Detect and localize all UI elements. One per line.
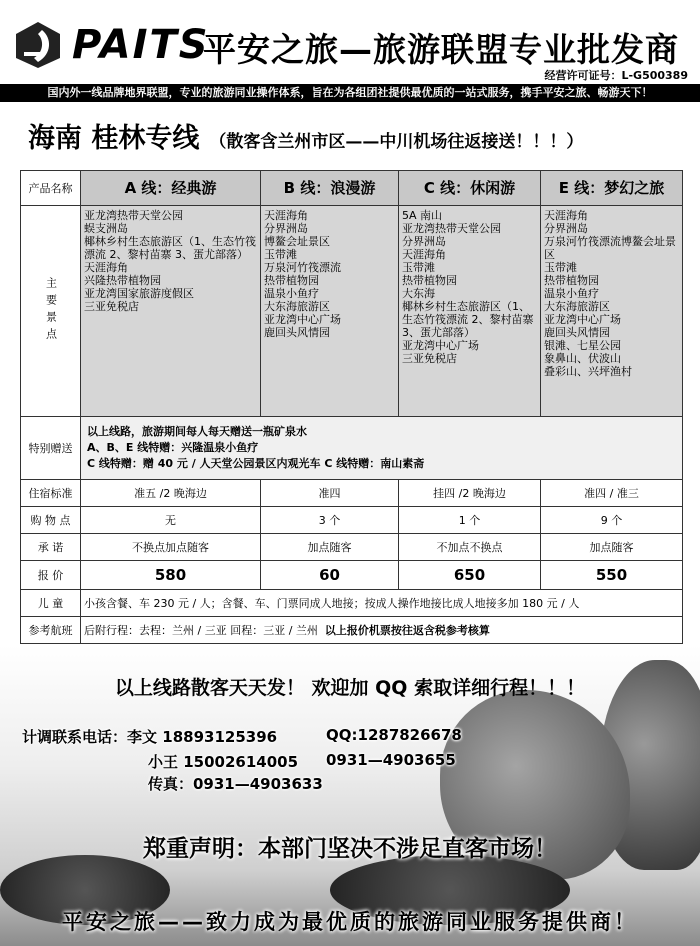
promise-a: 不换点加点随客 bbox=[81, 534, 261, 561]
spot-item: 5A 南山 bbox=[402, 209, 443, 222]
hotel-b: 准四 bbox=[261, 480, 399, 507]
gift-line-1: 以上线路，旅游期间每人每天赠送一瓶矿泉水 bbox=[87, 425, 307, 438]
spot-item: 亚龙湾热带天堂公园 bbox=[402, 222, 501, 235]
gift-content bbox=[81, 417, 683, 480]
line-header-row bbox=[21, 171, 683, 206]
child-label: 儿 童 bbox=[21, 590, 81, 617]
contact-tel: 0931—4903655 bbox=[326, 751, 456, 769]
shop-c: 1 个 bbox=[399, 507, 541, 534]
spot-item: 鹿回头风情园 bbox=[544, 326, 610, 339]
spots-row bbox=[21, 206, 683, 417]
child-content: 小孩含餐、车 230 元 / 人；含餐、车、门票同成人地接；按成人操作地接比成人地接多加 180 元 / 人 bbox=[81, 590, 683, 617]
spot-item: 热带植物园 bbox=[402, 274, 457, 287]
contact-phone-2: 15002614005 bbox=[183, 753, 299, 771]
flight-label: 参考航班 bbox=[21, 617, 81, 644]
footer-slogan: 平安之旅——致力成为最优质的旅游同业服务提供商！ bbox=[62, 910, 638, 934]
company-title: 平安之旅—旅游联盟专业批发商 bbox=[203, 30, 679, 69]
spot-item: 热带植物园 bbox=[264, 274, 319, 287]
line-a-spots bbox=[81, 206, 261, 417]
spot-item: 三亚免税店 bbox=[84, 300, 139, 313]
contact-line-2 bbox=[148, 751, 298, 772]
route-title bbox=[28, 116, 583, 155]
line-c-name: C 线：休闲游 bbox=[399, 171, 541, 206]
promise-e: 加点随客 bbox=[541, 534, 683, 561]
contact-name-1: 李文 bbox=[127, 728, 158, 746]
spot-item: 大东海 bbox=[402, 287, 435, 300]
line-c-spots bbox=[399, 206, 541, 417]
promise-label: 承 诺 bbox=[21, 534, 81, 561]
contact-phone-1: 18893125396 bbox=[162, 728, 278, 746]
promise-row bbox=[21, 534, 683, 561]
spot-item: 分界洲岛 bbox=[264, 222, 308, 235]
price-e: 550 bbox=[541, 561, 683, 590]
license-number: 经营许可证号：L-G500389 bbox=[544, 69, 688, 82]
price-b: 60 bbox=[261, 561, 399, 590]
gift-label: 特别赠送 bbox=[21, 417, 81, 480]
gift-row bbox=[21, 417, 683, 480]
spot-item: 天涯海角 bbox=[84, 261, 128, 274]
flight-note: 以上报价机票按往返含税参考核算 bbox=[324, 623, 490, 637]
slogan: 以上线路散客天天发！ 欢迎加 QQ 索取详细行程！！！ bbox=[114, 677, 586, 699]
spot-item: 万泉河竹筏漂流 bbox=[264, 261, 341, 274]
shop-e: 9 个 bbox=[541, 507, 683, 534]
spot-item: 天涯海角 bbox=[544, 209, 588, 222]
spot-item: 椰林乡村生态旅游区（1、生态竹筏漂流 2、黎村苗寨 3、蛋尤部落） bbox=[84, 235, 256, 261]
spot-item: 叠彩山、兴坪渔村 bbox=[544, 365, 632, 378]
tagline-bar: 国内外一线品牌地界联盟，专业的旅游同业操作体系，旨在为各组团社提供最优质的一站式服务，携手平安之旅、畅游天下！ bbox=[0, 84, 700, 102]
spot-item: 象鼻山、伏波山 bbox=[544, 352, 621, 365]
spot-item: 蜈支洲岛 bbox=[84, 222, 128, 235]
price-row bbox=[21, 561, 683, 590]
shop-row bbox=[21, 507, 683, 534]
spot-item: 玉带滩 bbox=[402, 261, 435, 274]
spot-item: 万泉河竹筏漂流博鳌会址景区 bbox=[544, 235, 676, 261]
contact-fax: 传真：0931—4903633 bbox=[148, 775, 323, 793]
spot-item: 天涯海角 bbox=[402, 248, 446, 261]
spot-item: 亚龙湾中心广场 bbox=[264, 313, 341, 326]
promise-c: 不加点不换点 bbox=[399, 534, 541, 561]
price-a: 580 bbox=[81, 561, 261, 590]
spot-item: 三亚免税店 bbox=[402, 352, 457, 365]
shop-b: 3 个 bbox=[261, 507, 399, 534]
hotel-a: 准五 /2 晚海边 bbox=[81, 480, 261, 507]
route-name: 海南 桂林专线 bbox=[28, 123, 200, 154]
child-row bbox=[21, 590, 683, 617]
flight-content bbox=[81, 617, 683, 644]
spot-item: 亚龙湾中心广场 bbox=[402, 339, 479, 352]
spot-item: 兴隆热带植物园 bbox=[84, 274, 161, 287]
spot-item: 大东海旅游区 bbox=[544, 300, 610, 313]
product-label: 产品名称 bbox=[21, 171, 81, 206]
gift-line-2: A、B、E 线特赠：兴隆温泉小鱼疗 bbox=[87, 441, 259, 454]
line-b-spots bbox=[261, 206, 399, 417]
shop-a: 无 bbox=[81, 507, 261, 534]
spot-item: 热带植物园 bbox=[544, 274, 599, 287]
price-c: 650 bbox=[399, 561, 541, 590]
spot-item: 亚龙湾热带天堂公园 bbox=[84, 209, 183, 222]
spot-item: 玉带滩 bbox=[264, 248, 297, 261]
line-e-spots bbox=[541, 206, 683, 417]
line-b-name: B 线：浪漫游 bbox=[261, 171, 399, 206]
flight-row bbox=[21, 617, 683, 644]
hotel-c: 挂四 /2 晚海边 bbox=[399, 480, 541, 507]
spot-item: 椰林乡村生态旅游区（1、生态竹筏漂流 2、黎村苗寨 3、蛋尤部落） bbox=[402, 300, 534, 339]
hotel-row bbox=[21, 480, 683, 507]
spot-item: 银滩、七星公园 bbox=[544, 339, 621, 352]
spot-item: 亚龙湾中心广场 bbox=[544, 313, 621, 326]
line-e-name: E 线：梦幻之旅 bbox=[541, 171, 683, 206]
spot-item: 博鳌会址景区 bbox=[264, 235, 330, 248]
brand-logo-icon bbox=[14, 20, 62, 70]
contact-qq: QQ:1287826678 bbox=[326, 726, 462, 744]
price-label: 报 价 bbox=[21, 561, 81, 590]
spot-item: 玉带滩 bbox=[544, 261, 577, 274]
notice: 郑重声明：本部门坚决不涉足直客市场！ bbox=[143, 836, 557, 862]
route-subtitle: （散客含兰州市区——中川机场往返接送！！！） bbox=[209, 132, 584, 152]
spot-item: 温泉小鱼疗 bbox=[544, 287, 599, 300]
spots-label: 主要景点 bbox=[21, 206, 81, 417]
shop-label: 购 物 点 bbox=[21, 507, 81, 534]
spot-item: 分界洲岛 bbox=[544, 222, 588, 235]
gift-line-3: C 线特赠：赠 40 元 / 人天堂公园景区内观光车 C 线特赠：南山素斋 bbox=[87, 457, 425, 470]
hotel-label: 住宿标准 bbox=[21, 480, 81, 507]
contact-label-text: 计调联系电话： bbox=[22, 728, 128, 746]
header bbox=[0, 0, 700, 84]
hotel-e: 准四 / 准三 bbox=[541, 480, 683, 507]
brand-name: PAITS bbox=[72, 22, 210, 68]
contact-name-2: 小王 bbox=[148, 753, 179, 771]
itinerary-table bbox=[20, 170, 683, 644]
spot-item: 大东海旅游区 bbox=[264, 300, 330, 313]
spot-item: 温泉小鱼疗 bbox=[264, 287, 319, 300]
spot-item: 分界洲岛 bbox=[402, 235, 446, 248]
spot-item: 亚龙湾国家旅游度假区 bbox=[84, 287, 194, 300]
contact-label bbox=[22, 726, 277, 747]
flight-route: 后附行程：去程：兰州 / 三亚 回程：三亚 / 兰州 bbox=[84, 623, 318, 637]
spot-item: 天涯海角 bbox=[264, 209, 308, 222]
line-a-name: A 线：经典游 bbox=[81, 171, 261, 206]
spot-item: 鹿回头风情园 bbox=[264, 326, 330, 339]
promise-b: 加点随客 bbox=[261, 534, 399, 561]
